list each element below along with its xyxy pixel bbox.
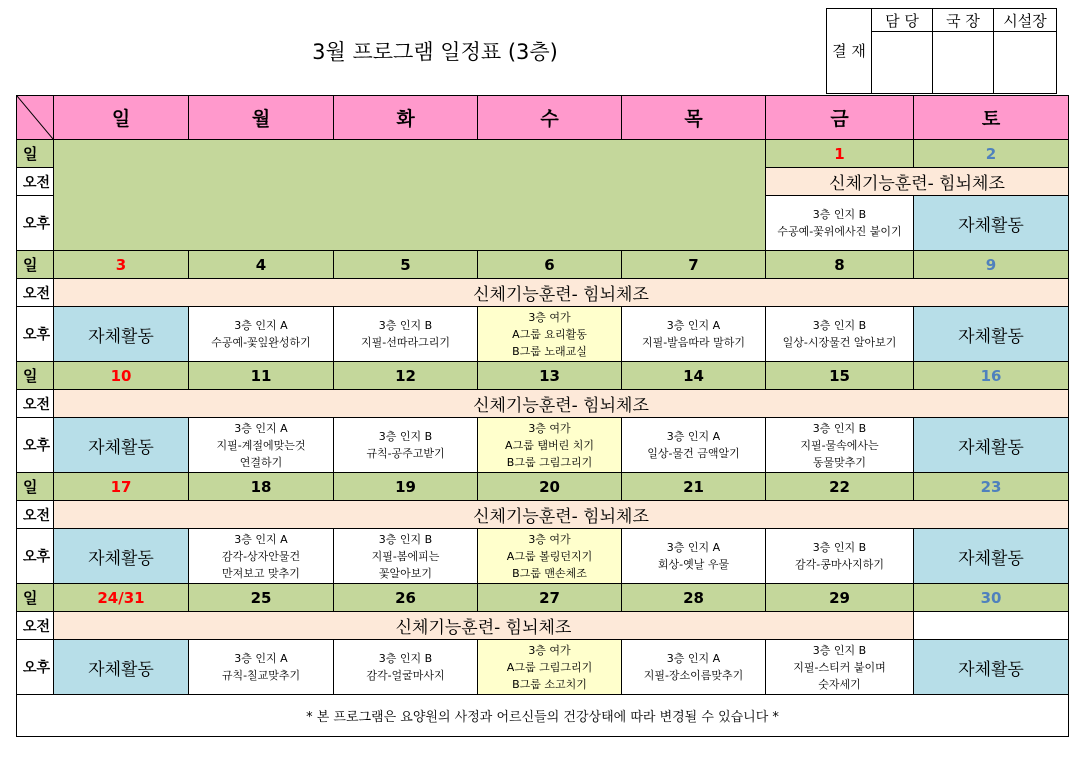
program-line: 3층 인지 A (666, 541, 721, 554)
weekday-thu: 목 (622, 96, 766, 140)
date-cell: 7 (622, 251, 766, 279)
program-cell (189, 640, 334, 695)
week1-empty-block (54, 140, 766, 251)
approval-sign-director (933, 32, 994, 94)
date-cell: 24/31 (54, 584, 189, 612)
program-line: 만져보고 맞추기 (222, 566, 300, 580)
week3-pm-row (17, 418, 1069, 473)
weekday-wed: 수 (478, 96, 622, 140)
program-cell (766, 418, 914, 473)
program-line: B그룹 그림그리기 (506, 455, 593, 469)
program-cell (189, 529, 334, 584)
self-activity-cell: 자체활동 (54, 529, 189, 584)
program-cell (622, 307, 766, 362)
program-line: 3층 인지 B (812, 541, 867, 554)
program-line: 3층 인지 B (378, 652, 433, 665)
program-line: 3층 여가 (528, 532, 571, 546)
date-cell: 19 (334, 473, 478, 501)
row-label-am: 오전 (17, 390, 54, 418)
program-line: 규칙-공주고받기 (366, 447, 445, 460)
page-title: 3월 프로그램 일정표 (3층) (312, 40, 558, 64)
date-cell: 23 (914, 473, 1069, 501)
self-activity-cell: 자체활동 (914, 418, 1069, 473)
empty-cell (914, 612, 1069, 640)
program-cell (334, 307, 478, 362)
program-cell (189, 307, 334, 362)
program-line: 3층 인지 A (234, 319, 288, 332)
program-line: 연결하기 (239, 455, 283, 469)
program-line: 3층 인지 A (666, 319, 721, 332)
program-cell (622, 418, 766, 473)
exercise-cell: 신체기능훈련- 힘뇌체조 (54, 501, 1069, 529)
leisure-program-cell (478, 529, 622, 584)
row-label-am: 오전 (17, 612, 54, 640)
weekday-sat: 토 (914, 96, 1069, 140)
date-cell: 13 (478, 362, 622, 390)
program-cell (766, 307, 914, 362)
diagonal-line (17, 96, 53, 139)
program-line: A그룹 탬버린 치기 (505, 438, 594, 452)
row-label-pm: 오후 (17, 640, 54, 695)
week2-pm-row (17, 307, 1069, 362)
row-label-day: 일 (17, 584, 54, 612)
program-line: 감각-얼굴마사지 (366, 669, 445, 682)
leisure-program-cell (478, 640, 622, 695)
weekday-fri: 금 (766, 96, 914, 140)
schedule-table (16, 95, 1069, 737)
program-line: 3층 인지 B (812, 643, 867, 657)
date-cell: 5 (334, 251, 478, 279)
program-line: 3층 여가 (528, 643, 571, 657)
date-cell: 25 (189, 584, 334, 612)
program-line: 동물맞추기 (812, 455, 867, 469)
program-cell (766, 196, 914, 251)
exercise-cell: 신체기능훈련- 힘뇌체조 (54, 612, 914, 640)
approval-box (826, 8, 1057, 94)
program-line: 3층 인지 B (378, 319, 433, 332)
program-line: 3층 인지 A (666, 652, 721, 665)
program-cell (622, 529, 766, 584)
row-label-day: 일 (17, 362, 54, 390)
date-cell: 6 (478, 251, 622, 279)
row-label-day: 일 (17, 251, 54, 279)
program-line: A그룹 요리활동 (512, 327, 587, 341)
program-cell (766, 640, 914, 695)
date-cell: 22 (766, 473, 914, 501)
date-cell: 28 (622, 584, 766, 612)
date-cell: 11 (189, 362, 334, 390)
weekday-tue: 화 (334, 96, 478, 140)
week5-day-row (17, 584, 1069, 612)
week4-am-row (17, 501, 1069, 529)
program-line: 3층 인지 A (234, 532, 288, 546)
self-activity-cell: 자체활동 (914, 196, 1069, 251)
program-line: 3층 인지 B (812, 319, 867, 332)
row-label-pm: 오후 (17, 418, 54, 473)
date-cell: 8 (766, 251, 914, 279)
approval-sign-manager (872, 32, 933, 94)
program-line: B그룹 소고치기 (512, 677, 587, 691)
weekday-header-row (17, 96, 1069, 140)
program-line: 지필-스티커 붙이며 (793, 660, 886, 674)
row-label-day: 일 (17, 140, 54, 168)
leisure-program-cell (478, 307, 622, 362)
weekday-mon: 월 (189, 96, 334, 140)
corner-cell (17, 96, 54, 140)
week3-day-row (17, 362, 1069, 390)
self-activity-cell: 자체활동 (54, 307, 189, 362)
week2-am-row (17, 279, 1069, 307)
approval-col-head: 시설장 (994, 9, 1057, 32)
program-line: 지필-발음따라 말하기 (641, 336, 746, 349)
program-line: 감각-콩마사지하기 (795, 558, 884, 571)
date-cell: 15 (766, 362, 914, 390)
program-line: B그룹 노래교실 (512, 344, 587, 358)
program-line: 지필-봄에피는 (371, 549, 440, 563)
row-label-am: 오전 (17, 279, 54, 307)
program-line: 수공예-꽃잎완성하기 (211, 336, 311, 349)
week3-am-row (17, 390, 1069, 418)
program-cell (334, 529, 478, 584)
program-line: 감각-상자안물건 (221, 549, 301, 563)
program-line: A그룹 그림그리기 (506, 660, 593, 674)
program-line: 지필-계절에맞는것 (216, 438, 306, 452)
program-line: 일상-시장물건 알아보기 (782, 336, 897, 349)
exercise-cell: 신체기능훈련- 힘뇌체조 (54, 279, 1069, 307)
date-cell: 16 (914, 362, 1069, 390)
program-line: 3층 여가 (528, 310, 571, 324)
program-line: 일상-물건 금액알기 (647, 447, 740, 460)
self-activity-cell: 자체활동 (54, 418, 189, 473)
date-cell: 17 (54, 473, 189, 501)
approval-label: 결 재 (827, 9, 872, 94)
date-cell: 21 (622, 473, 766, 501)
exercise-cell: 신체기능훈련- 힘뇌체조 (766, 168, 1069, 196)
week4-pm-row (17, 529, 1069, 584)
date-cell: 27 (478, 584, 622, 612)
approval-col-director: 국 장 (933, 9, 994, 32)
date-cell: 20 (478, 473, 622, 501)
program-line: 3층 인지 B (812, 421, 867, 435)
program-line: 수공예-꽃위에사진 붙이기 (777, 225, 902, 238)
exercise-cell: 신체기능훈련- 힘뇌체조 (54, 390, 1069, 418)
program-line: 3층 인지 B (378, 532, 433, 546)
program-line: 3층 인지 A (666, 430, 721, 443)
date-cell: 29 (766, 584, 914, 612)
row-label-am: 오전 (17, 168, 54, 196)
program-line: 숫자세기 (818, 677, 861, 691)
program-line: 지필-장소이름맞추기 (643, 669, 744, 682)
program-line: 규칙-칠교맞추기 (221, 669, 301, 682)
program-line: 지필-물속에사는 (800, 438, 879, 452)
program-line: A그룹 볼링던지기 (506, 549, 593, 563)
week1-day-row (17, 140, 1069, 168)
row-label-pm: 오후 (17, 529, 54, 584)
program-line: 3층 인지 A (234, 421, 288, 435)
week2-day-row (17, 251, 1069, 279)
program-line: 지필-선따라그리기 (361, 336, 450, 349)
date-cell: 26 (334, 584, 478, 612)
program-line: 3층 인지 B (812, 208, 867, 221)
row-label-pm: 오후 (17, 196, 54, 251)
program-line: 3층 인지 B (378, 430, 433, 443)
date-cell: 14 (622, 362, 766, 390)
footer-note: * 본 프로그램은 요양원의 사정과 어르신들의 건강상태에 따라 변경될 수 있습니다 * (17, 695, 1069, 737)
program-cell (766, 529, 914, 584)
week5-pm-row (17, 640, 1069, 695)
program-line: 회상-옛날 우물 (657, 558, 730, 571)
self-activity-cell: 자체활동 (54, 640, 189, 695)
date-cell: 10 (54, 362, 189, 390)
date-cell: 3 (54, 251, 189, 279)
weekday-sun: 일 (54, 96, 189, 140)
approval-sign-head (994, 32, 1057, 94)
program-line: 3층 여가 (528, 421, 571, 435)
row-label-am: 오전 (17, 501, 54, 529)
self-activity-cell: 자체활동 (914, 529, 1069, 584)
program-line: B그룹 맨손체조 (512, 566, 587, 580)
date-cell: 2 (914, 140, 1069, 168)
date-cell: 18 (189, 473, 334, 501)
leisure-program-cell (478, 418, 622, 473)
program-cell (334, 640, 478, 695)
self-activity-cell: 자체활동 (914, 640, 1069, 695)
week4-day-row (17, 473, 1069, 501)
program-cell (334, 418, 478, 473)
date-cell: 1 (766, 140, 914, 168)
row-label-day: 일 (17, 473, 54, 501)
program-cell (189, 418, 334, 473)
date-cell: 30 (914, 584, 1069, 612)
self-activity-cell: 자체활동 (914, 307, 1069, 362)
program-line: 꽃알아보기 (378, 566, 433, 580)
week5-am-row (17, 612, 1069, 640)
date-cell: 4 (189, 251, 334, 279)
row-label-pm: 오후 (17, 307, 54, 362)
footer-row (17, 695, 1069, 737)
program-line: 3층 인지 A (234, 652, 288, 665)
approval-col-manager: 담 당 (872, 9, 933, 32)
date-cell: 12 (334, 362, 478, 390)
date-cell: 9 (914, 251, 1069, 279)
program-cell (622, 640, 766, 695)
